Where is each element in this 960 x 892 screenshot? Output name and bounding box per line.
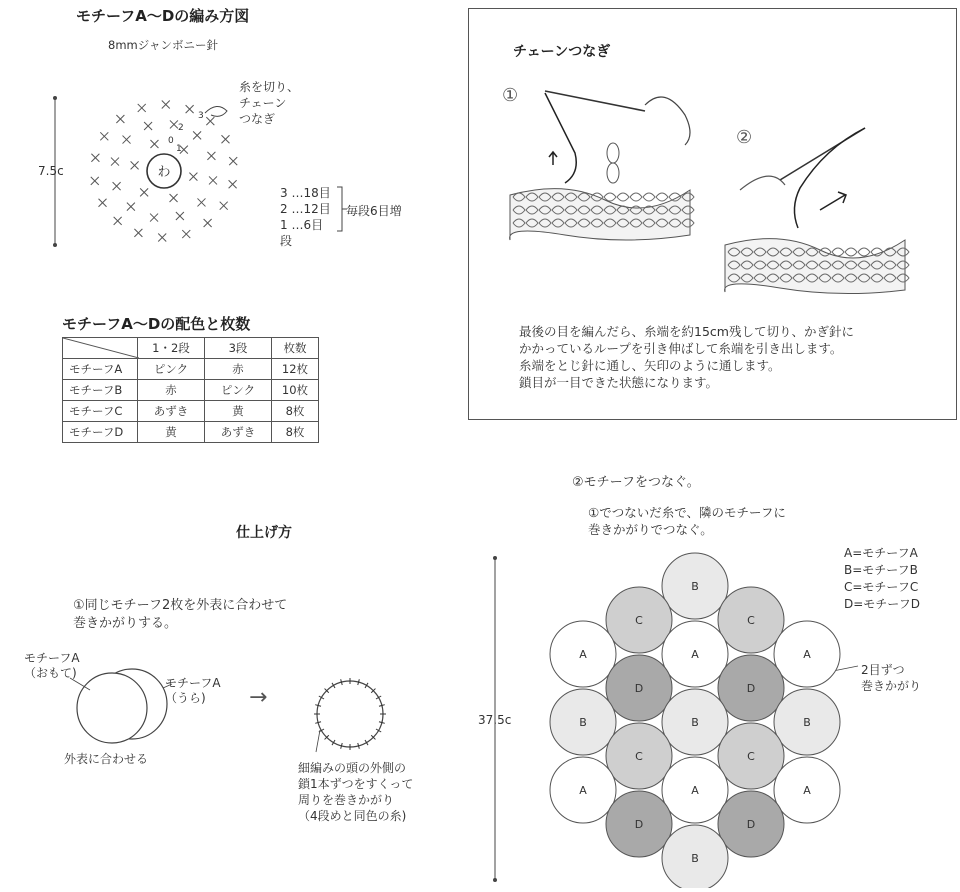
motif-label: C bbox=[635, 750, 643, 763]
finish-step-line: ①同じモチーフ2枚を外表に合わせて bbox=[73, 598, 288, 613]
whip-note bbox=[298, 760, 413, 824]
join-note bbox=[861, 662, 921, 694]
legend-item: A=モチーフA bbox=[844, 546, 918, 560]
join-subtitle bbox=[588, 504, 786, 538]
motif-label: C bbox=[747, 750, 755, 763]
back-label-line: （うら) bbox=[165, 691, 206, 705]
motif-label: C bbox=[635, 614, 643, 627]
motif-label: D bbox=[746, 818, 756, 831]
join-subtitle-line: 巻きかがりでつなぐ。 bbox=[588, 522, 713, 537]
back-label bbox=[165, 676, 221, 706]
row-counts bbox=[280, 185, 331, 249]
motif-label: A bbox=[691, 784, 699, 797]
table-cell: ピンク bbox=[138, 359, 205, 380]
center-label: わ bbox=[157, 165, 171, 180]
table-cell: モチーフA bbox=[63, 359, 138, 380]
motif-group bbox=[550, 553, 840, 888]
finish-title: 仕上げ方 bbox=[236, 525, 292, 541]
knit-stitch bbox=[617, 193, 629, 201]
cut-note-line: 糸を切り、 bbox=[239, 80, 300, 94]
legend-item: B=モチーフB bbox=[844, 563, 918, 577]
row-mark: 3 bbox=[198, 111, 204, 121]
knit-stitch bbox=[832, 248, 844, 256]
whipstitch-illustration bbox=[308, 672, 392, 756]
table-cell: 10枚 bbox=[272, 380, 319, 401]
arrow-icon: → bbox=[249, 685, 268, 710]
instruction-line: 鎖目が一目できた状態になります。 bbox=[519, 375, 719, 390]
table-cell: 8枚 bbox=[272, 422, 319, 443]
cut-note-line: チェーン bbox=[239, 96, 287, 110]
knit-stitch bbox=[604, 193, 616, 201]
whip-note-line: （4段めと同色の糸) bbox=[298, 809, 407, 823]
chain-instructions bbox=[519, 323, 854, 391]
motif-label: D bbox=[746, 682, 756, 695]
legend-item: D=モチーフD bbox=[844, 597, 920, 611]
table-cell: あずき bbox=[138, 401, 205, 422]
table-cell: ピンク bbox=[205, 380, 272, 401]
table-header: 1・2段 bbox=[138, 338, 205, 359]
row-mark: 1 bbox=[176, 144, 182, 154]
table-cell: 黄 bbox=[138, 422, 205, 443]
table-row bbox=[63, 359, 319, 380]
table-cell: モチーフC bbox=[63, 401, 138, 422]
table-cell: 赤 bbox=[138, 380, 205, 401]
table-corner bbox=[63, 338, 138, 359]
finish-step-line: 巻きかがりする。 bbox=[73, 616, 178, 631]
table-row bbox=[63, 401, 319, 422]
row-count: 段 bbox=[280, 234, 293, 248]
size-label-small: 7.5c bbox=[38, 164, 64, 178]
row-count: 2 …12目 bbox=[280, 202, 331, 216]
color-table bbox=[62, 337, 319, 443]
motif-label: B bbox=[803, 716, 811, 729]
size-label-large: 37.5c bbox=[478, 713, 512, 727]
finish-step1 bbox=[73, 597, 287, 633]
knit-stitch bbox=[630, 193, 642, 201]
instruction-line: 最後の目を編んだら、糸端を約15cm残して切り、かぎ針に bbox=[519, 324, 854, 339]
row-count: 3 …18目 bbox=[280, 186, 331, 200]
row-mark: 0 bbox=[168, 136, 174, 146]
legend-item: C=モチーフC bbox=[844, 580, 919, 594]
chain-illustration-1 bbox=[505, 85, 695, 245]
row-mark: 2 bbox=[178, 123, 184, 133]
knit-stitch bbox=[656, 193, 668, 201]
row-count: 1 …6目 bbox=[280, 218, 324, 232]
chain-illustration-2 bbox=[720, 120, 910, 300]
table-title: モチーフA〜Dの配色と枚数 bbox=[62, 315, 251, 333]
table-cell: 12枚 bbox=[272, 359, 319, 380]
motif-label: A bbox=[803, 784, 811, 797]
knit-stitch bbox=[845, 248, 857, 256]
motif-layout bbox=[488, 548, 868, 888]
whip-note-line: 鎖1本ずつをすくって bbox=[298, 777, 414, 791]
motif-label: C bbox=[747, 614, 755, 627]
corner-diagonal bbox=[63, 338, 139, 358]
two-motifs-illustration bbox=[60, 660, 180, 750]
step-2-mark: ② bbox=[736, 127, 753, 148]
cut-note-line: つなぎ bbox=[239, 112, 276, 126]
join-subtitle-line: ①でつないだ糸で、隣のモチーフに bbox=[588, 505, 786, 520]
motif-label: A bbox=[803, 648, 811, 661]
motif-label: A bbox=[691, 648, 699, 661]
motif-label: D bbox=[634, 818, 644, 831]
motif-label: B bbox=[579, 716, 587, 729]
whip-note-line: 周りを巻きかがり bbox=[298, 793, 395, 807]
row-increase: 毎段6目増 bbox=[346, 204, 402, 218]
combine-label: 外表に合わせる bbox=[64, 752, 149, 766]
motif-label: A bbox=[579, 648, 587, 661]
table-header: 3段 bbox=[205, 338, 272, 359]
table-cell: モチーフB bbox=[63, 380, 138, 401]
table-header: 枚数 bbox=[272, 338, 319, 359]
needle-size: 8mmジャンボニー針 bbox=[108, 38, 218, 52]
table-header-row bbox=[63, 338, 319, 359]
table-cell: モチーフD bbox=[63, 422, 138, 443]
front-label-line: （おもて) bbox=[24, 666, 77, 680]
step-1-mark: ① bbox=[502, 85, 519, 106]
instruction-line: かかっているループを引き伸ばして糸端を引き出します。 bbox=[519, 341, 843, 356]
back-label-line: モチーフA bbox=[165, 676, 221, 690]
table-row bbox=[63, 380, 319, 401]
chain-title: チェーンつなぎ bbox=[513, 44, 611, 60]
join-note-line: 巻きかがり bbox=[861, 679, 922, 693]
crochet-chart bbox=[30, 85, 260, 255]
front-label-line: モチーフA bbox=[24, 651, 80, 665]
table-cell: 黄 bbox=[205, 401, 272, 422]
join-note-line: 2目ずつ bbox=[861, 663, 905, 677]
motif-label: B bbox=[691, 852, 699, 865]
motif-label: A bbox=[579, 784, 587, 797]
motif-label: D bbox=[634, 682, 644, 695]
table-row bbox=[63, 422, 319, 443]
whip-note-line: 細編みの頭の外側の bbox=[298, 761, 407, 775]
table-cell: あずき bbox=[205, 422, 272, 443]
knit-stitch bbox=[643, 193, 655, 201]
motif-label: B bbox=[691, 580, 699, 593]
knit-stitch bbox=[858, 248, 870, 256]
motif-label: B bbox=[691, 716, 699, 729]
table-cell: 赤 bbox=[205, 359, 272, 380]
chart-title: モチーフA〜Dの編み方図 bbox=[76, 7, 250, 25]
instruction-line: 糸端をとじ針に通し、矢印のように通します。 bbox=[519, 358, 781, 373]
table-cell: 8枚 bbox=[272, 401, 319, 422]
join-title: ②モチーフをつなぐ。 bbox=[572, 475, 700, 490]
